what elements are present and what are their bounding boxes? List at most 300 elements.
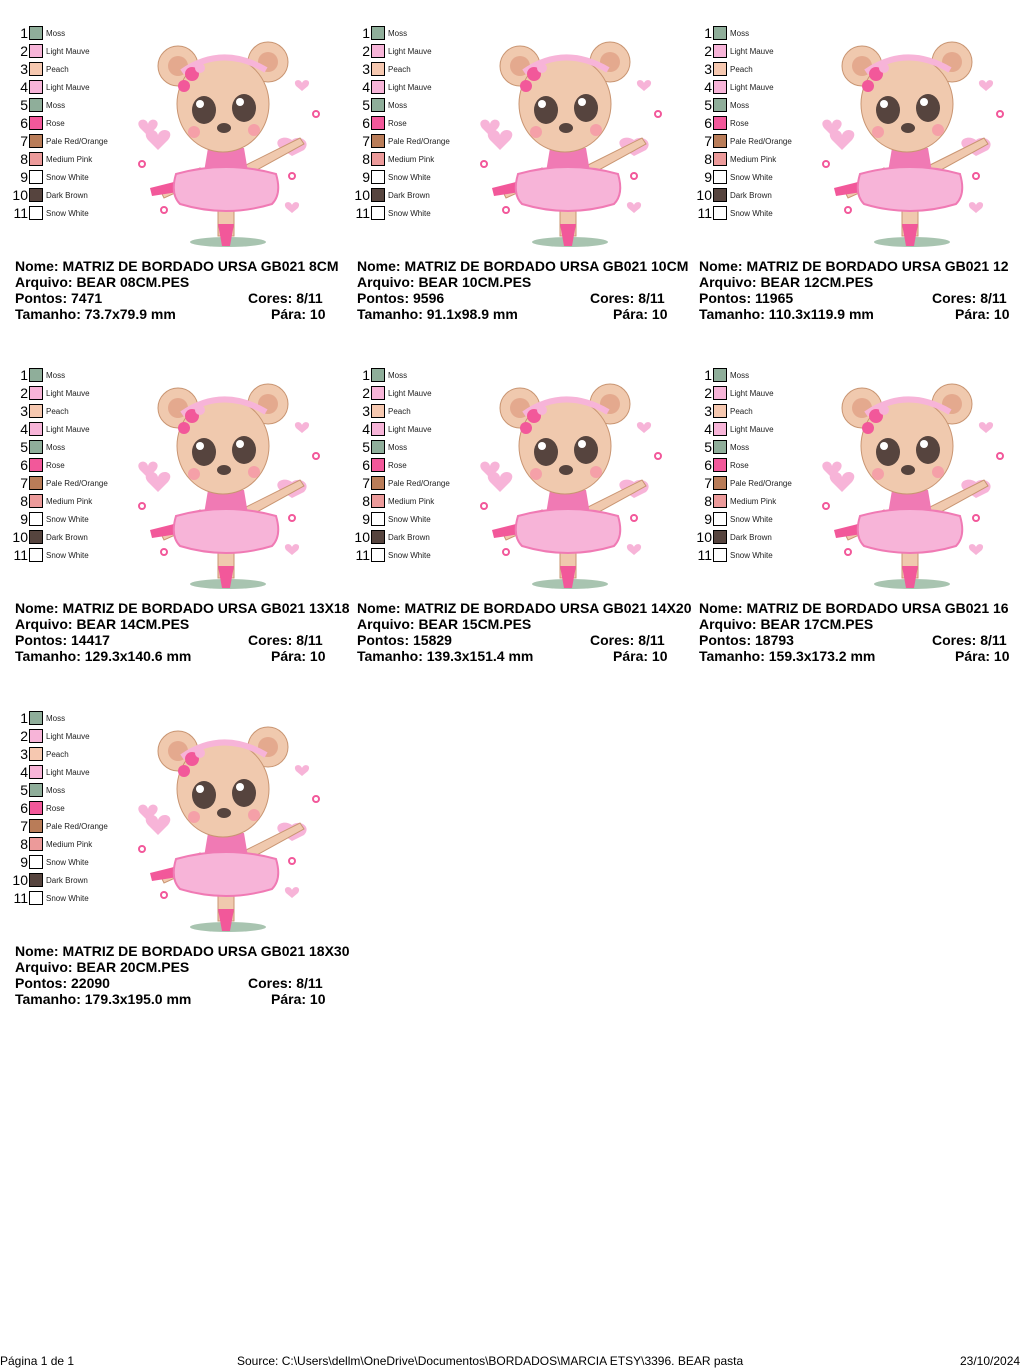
- color-swatch: [29, 152, 43, 166]
- color-number: 1: [362, 367, 370, 383]
- palette-row: [352, 60, 411, 78]
- color-number: 10: [12, 187, 28, 203]
- color-swatch: [29, 62, 43, 76]
- palette-row: [352, 168, 431, 186]
- color-number: 3: [20, 61, 28, 77]
- color-swatch: [29, 422, 43, 436]
- color-number: 6: [20, 800, 28, 816]
- color-swatch: [29, 26, 43, 40]
- color-name: Snow White: [388, 172, 431, 182]
- color-name: Moss: [730, 442, 750, 452]
- bear-ballerina-image: [462, 28, 672, 250]
- color-name: Peach: [46, 749, 69, 759]
- color-number: 10: [354, 529, 370, 545]
- color-swatch: [713, 476, 727, 490]
- color-name: Snow White: [46, 550, 89, 560]
- palette-row: [352, 402, 411, 420]
- color-swatch: [29, 188, 43, 202]
- stitch-count: Pontos: 18793: [699, 632, 794, 648]
- color-name: Moss: [46, 370, 66, 380]
- color-number: 6: [704, 457, 712, 473]
- palette-row: [352, 24, 407, 42]
- color-swatch: [29, 801, 43, 815]
- color-count: Cores: 8/11: [248, 290, 323, 306]
- color-name: Medium Pink: [46, 839, 93, 849]
- color-number: 11: [355, 547, 370, 563]
- color-swatch: [713, 152, 727, 166]
- color-name: Snow White: [388, 550, 431, 560]
- design-preview: [804, 370, 1014, 592]
- color-swatch: [713, 422, 727, 436]
- color-swatch: [29, 404, 43, 418]
- color-name: Pale Red/Orange: [46, 136, 108, 146]
- color-name: Moss: [46, 785, 66, 795]
- color-number: 8: [704, 151, 712, 167]
- color-swatch: [713, 404, 727, 418]
- color-name: Pale Red/Orange: [730, 136, 792, 146]
- color-name: Medium Pink: [730, 496, 777, 506]
- design-name: Nome: MATRIZ DE BORDADO URSA GB021 14X20: [357, 600, 692, 616]
- design-file: Arquivo: BEAR 15CM.PES: [357, 616, 532, 632]
- color-name: Dark Brown: [730, 190, 772, 200]
- color-name: Light Mauve: [388, 82, 432, 92]
- color-swatch: [29, 170, 43, 184]
- color-swatch: [371, 404, 385, 418]
- color-number: 10: [12, 872, 28, 888]
- color-swatch: [29, 855, 43, 869]
- color-name: Light Mauve: [730, 46, 774, 56]
- color-name: Moss: [388, 370, 408, 380]
- color-name: Peach: [388, 406, 411, 416]
- color-name: Light Mauve: [388, 424, 432, 434]
- palette-row: [352, 474, 450, 492]
- color-name: Medium Pink: [46, 154, 93, 164]
- color-swatch: [371, 512, 385, 526]
- palette-row: [10, 781, 65, 799]
- design-info: [15, 600, 350, 664]
- color-swatch: [29, 206, 43, 220]
- color-number: 5: [20, 439, 28, 455]
- color-number: 2: [20, 728, 28, 744]
- color-swatch: [371, 98, 385, 112]
- color-number: 9: [20, 854, 28, 870]
- color-number: 3: [362, 403, 370, 419]
- color-number: 10: [354, 187, 370, 203]
- color-number: 9: [704, 511, 712, 527]
- color-swatch: [713, 206, 727, 220]
- color-name: Snow White: [46, 172, 89, 182]
- color-name: Medium Pink: [388, 496, 435, 506]
- design-name: Nome: MATRIZ DE BORDADO URSA GB021 18X30: [15, 943, 350, 959]
- palette-row: [352, 114, 407, 132]
- stop-count: Pára: 10: [271, 991, 326, 1007]
- palette-row: [10, 510, 89, 528]
- design-size: Tamanho: 179.3x195.0 mm: [15, 991, 192, 1007]
- palette-row: [10, 546, 89, 564]
- color-swatch: [371, 44, 385, 58]
- color-swatch: [713, 134, 727, 148]
- design-card: [10, 368, 352, 698]
- color-swatch: [29, 80, 43, 94]
- palette-row: [10, 474, 108, 492]
- color-name: Medium Pink: [46, 496, 93, 506]
- color-number: 6: [362, 115, 370, 131]
- palette-row: [694, 114, 749, 132]
- color-name: Rose: [46, 460, 65, 470]
- design-card: [694, 368, 1024, 698]
- palette-row: [694, 492, 776, 510]
- color-swatch: [713, 368, 727, 382]
- page-number: Página 1 de 1: [0, 1354, 75, 1368]
- color-name: Light Mauve: [730, 388, 774, 398]
- color-number: 7: [20, 818, 28, 834]
- color-number: 1: [20, 25, 28, 41]
- design-preview: [120, 370, 330, 592]
- color-swatch: [371, 458, 385, 472]
- color-swatch: [29, 765, 43, 779]
- color-number: 8: [362, 493, 370, 509]
- design-card: [10, 711, 352, 1041]
- design-size: Tamanho: 139.3x151.4 mm: [357, 648, 534, 664]
- color-name: Moss: [46, 713, 66, 723]
- color-name: Light Mauve: [730, 424, 774, 434]
- palette-row: [694, 204, 773, 222]
- color-swatch: [713, 530, 727, 544]
- color-number: 2: [362, 43, 370, 59]
- color-number: 7: [704, 475, 712, 491]
- palette-row: [694, 96, 749, 114]
- color-number: 8: [362, 151, 370, 167]
- color-number: 1: [20, 367, 28, 383]
- color-swatch: [29, 548, 43, 562]
- color-number: 9: [362, 511, 370, 527]
- palette-row: [352, 366, 407, 384]
- design-name: Nome: MATRIZ DE BORDADO URSA GB021 8CM: [15, 258, 339, 274]
- color-count: Cores: 8/11: [590, 290, 665, 306]
- color-number: 4: [20, 764, 28, 780]
- color-number: 2: [704, 385, 712, 401]
- color-swatch: [29, 729, 43, 743]
- color-count: Cores: 8/11: [932, 290, 1007, 306]
- color-number: 6: [704, 115, 712, 131]
- color-number: 7: [704, 133, 712, 149]
- color-number: 8: [20, 493, 28, 509]
- bear-ballerina-image: [120, 28, 330, 250]
- color-swatch: [371, 134, 385, 148]
- color-name: Peach: [388, 64, 411, 74]
- color-number: 7: [20, 475, 28, 491]
- palette-row: [694, 384, 774, 402]
- design-file: Arquivo: BEAR 08CM.PES: [15, 274, 190, 290]
- color-name: Light Mauve: [388, 46, 432, 56]
- color-swatch: [371, 26, 385, 40]
- color-number: 3: [704, 403, 712, 419]
- color-name: Snow White: [730, 514, 773, 524]
- design-info: [699, 600, 1009, 664]
- color-number: 5: [20, 97, 28, 113]
- color-name: Light Mauve: [46, 767, 90, 777]
- color-number: 4: [20, 79, 28, 95]
- palette-row: [10, 709, 65, 727]
- color-number: 1: [362, 25, 370, 41]
- color-name: Light Mauve: [46, 82, 90, 92]
- color-name: Rose: [46, 118, 65, 128]
- color-number: 11: [697, 547, 712, 563]
- color-name: Pale Red/Orange: [730, 478, 792, 488]
- bear-ballerina-image: [804, 370, 1014, 592]
- color-swatch: [29, 819, 43, 833]
- palette-row: [10, 853, 89, 871]
- color-number: 7: [362, 133, 370, 149]
- design-preview: [120, 28, 330, 250]
- palette-row: [694, 24, 749, 42]
- palette-row: [10, 438, 65, 456]
- design-name: Nome: MATRIZ DE BORDADO URSA GB021 13X18: [15, 600, 350, 616]
- color-number: 7: [20, 133, 28, 149]
- color-name: Rose: [46, 803, 65, 813]
- color-number: 9: [362, 169, 370, 185]
- stop-count: Pára: 10: [613, 306, 668, 322]
- stitch-count: Pontos: 15829: [357, 632, 452, 648]
- color-name: Peach: [730, 406, 753, 416]
- palette-row: [10, 402, 69, 420]
- design-card: [352, 368, 694, 698]
- color-swatch: [29, 837, 43, 851]
- palette-row: [10, 420, 90, 438]
- color-name: Peach: [730, 64, 753, 74]
- color-number: 11: [13, 205, 28, 221]
- palette-row: [694, 42, 774, 60]
- color-number: 4: [20, 421, 28, 437]
- color-swatch: [29, 44, 43, 58]
- color-swatch: [713, 548, 727, 562]
- color-name: Dark Brown: [388, 190, 430, 200]
- palette-row: [10, 456, 65, 474]
- color-swatch: [713, 62, 727, 76]
- color-swatch: [713, 26, 727, 40]
- palette-row: [10, 384, 90, 402]
- palette-row: [352, 384, 432, 402]
- palette-row: [10, 763, 90, 781]
- color-number: 6: [362, 457, 370, 473]
- color-name: Dark Brown: [46, 532, 88, 542]
- color-swatch: [29, 873, 43, 887]
- color-name: Snow White: [730, 172, 773, 182]
- color-swatch: [29, 116, 43, 130]
- palette-row: [352, 420, 432, 438]
- color-number: 11: [13, 547, 28, 563]
- palette-row: [10, 204, 89, 222]
- color-swatch: [371, 188, 385, 202]
- color-swatch: [713, 188, 727, 202]
- color-name: Peach: [46, 406, 69, 416]
- color-name: Moss: [46, 442, 66, 452]
- palette-row: [694, 456, 749, 474]
- color-number: 1: [20, 710, 28, 726]
- color-swatch: [371, 80, 385, 94]
- color-number: 9: [20, 169, 28, 185]
- color-swatch: [371, 530, 385, 544]
- palette-row: [694, 132, 792, 150]
- color-name: Snow White: [46, 208, 89, 218]
- design-name: Nome: MATRIZ DE BORDADO URSA GB021 10CM: [357, 258, 689, 274]
- color-swatch: [713, 494, 727, 508]
- color-name: Rose: [388, 118, 407, 128]
- color-name: Pale Red/Orange: [46, 821, 108, 831]
- color-number: 5: [704, 439, 712, 455]
- color-swatch: [713, 458, 727, 472]
- stitch-count: Pontos: 7471: [15, 290, 103, 306]
- design-info: [15, 258, 339, 322]
- palette-row: [694, 474, 792, 492]
- palette-row: [694, 438, 749, 456]
- color-swatch: [29, 711, 43, 725]
- palette-row: [352, 546, 431, 564]
- design-name: Nome: MATRIZ DE BORDADO URSA GB021 16: [699, 600, 1009, 616]
- stitch-count: Pontos: 9596: [357, 290, 445, 306]
- palette-row: [352, 78, 432, 96]
- color-swatch: [713, 386, 727, 400]
- color-name: Light Mauve: [388, 388, 432, 398]
- color-swatch: [371, 206, 385, 220]
- color-swatch: [371, 386, 385, 400]
- palette-row: [694, 186, 772, 204]
- color-swatch: [29, 368, 43, 382]
- color-name: Light Mauve: [46, 731, 90, 741]
- color-name: Moss: [388, 100, 408, 110]
- design-file: Arquivo: BEAR 20CM.PES: [15, 959, 190, 975]
- color-number: 2: [362, 385, 370, 401]
- color-number: 1: [704, 25, 712, 41]
- design-preview: [120, 713, 330, 935]
- color-swatch: [371, 476, 385, 490]
- palette-row: [694, 366, 749, 384]
- color-name: Pale Red/Orange: [388, 136, 450, 146]
- design-preview: [462, 28, 672, 250]
- color-swatch: [713, 116, 727, 130]
- color-name: Snow White: [388, 514, 431, 524]
- palette-row: [10, 114, 65, 132]
- color-name: Snow White: [46, 857, 89, 867]
- color-name: Pale Red/Orange: [388, 478, 450, 488]
- palette-row: [10, 889, 89, 907]
- color-number: 3: [20, 746, 28, 762]
- color-count: Cores: 8/11: [248, 975, 323, 991]
- color-swatch: [371, 170, 385, 184]
- design-preview: [804, 28, 1014, 250]
- palette-row: [352, 438, 407, 456]
- print-date: 23/10/2024: [960, 1354, 1021, 1368]
- color-swatch: [29, 440, 43, 454]
- color-number: 10: [12, 529, 28, 545]
- color-number: 2: [20, 43, 28, 59]
- color-number: 2: [20, 385, 28, 401]
- color-number: 4: [362, 421, 370, 437]
- color-number: 3: [362, 61, 370, 77]
- design-name: Nome: MATRIZ DE BORDADO URSA GB021 12: [699, 258, 1009, 274]
- color-name: Dark Brown: [46, 190, 88, 200]
- design-file: Arquivo: BEAR 14CM.PES: [15, 616, 190, 632]
- palette-row: [10, 528, 88, 546]
- color-number: 10: [696, 187, 712, 203]
- stitch-count: Pontos: 14417: [15, 632, 110, 648]
- design-info: [15, 943, 350, 1007]
- design-file: Arquivo: BEAR 17CM.PES: [699, 616, 874, 632]
- color-number: 10: [696, 529, 712, 545]
- color-number: 5: [362, 439, 370, 455]
- color-name: Dark Brown: [388, 532, 430, 542]
- color-number: 5: [20, 782, 28, 798]
- color-name: Light Mauve: [730, 82, 774, 92]
- palette-row: [694, 60, 753, 78]
- color-number: 8: [20, 151, 28, 167]
- color-swatch: [29, 512, 43, 526]
- palette-row: [694, 78, 774, 96]
- color-name: Light Mauve: [46, 424, 90, 434]
- color-name: Snow White: [388, 208, 431, 218]
- color-number: 8: [20, 836, 28, 852]
- palette-row: [352, 132, 450, 150]
- palette-row: [10, 799, 65, 817]
- design-info: [357, 258, 688, 322]
- color-number: 8: [704, 493, 712, 509]
- design-card: [10, 26, 352, 356]
- design-size: Tamanho: 129.3x140.6 mm: [15, 648, 192, 664]
- source-path: Source: C:\Users\dellm\OneDrive\Documentos\BORDADOS\MARCIA ETSY\3396. BEAR pasta: [237, 1354, 744, 1368]
- color-swatch: [371, 152, 385, 166]
- color-name: Medium Pink: [730, 154, 777, 164]
- color-number: 7: [362, 475, 370, 491]
- color-swatch: [29, 476, 43, 490]
- color-swatch: [29, 458, 43, 472]
- color-number: 1: [704, 367, 712, 383]
- color-swatch: [713, 98, 727, 112]
- palette-row: [694, 150, 776, 168]
- color-name: Medium Pink: [388, 154, 435, 164]
- bear-ballerina-image: [462, 370, 672, 592]
- design-file: Arquivo: BEAR 12CM.PES: [699, 274, 874, 290]
- palette-row: [352, 186, 430, 204]
- color-count: Cores: 8/11: [248, 632, 323, 648]
- design-card: [352, 26, 694, 356]
- color-number: 9: [704, 169, 712, 185]
- color-name: Snow White: [730, 550, 773, 560]
- stop-count: Pára: 10: [271, 306, 326, 322]
- palette-row: [352, 456, 407, 474]
- color-swatch: [29, 386, 43, 400]
- color-number: 11: [355, 205, 370, 221]
- color-name: Moss: [730, 28, 750, 38]
- design-info: [357, 600, 692, 664]
- color-name: Rose: [388, 460, 407, 470]
- color-swatch: [29, 494, 43, 508]
- color-name: Pale Red/Orange: [46, 478, 108, 488]
- palette-row: [10, 745, 69, 763]
- palette-row: [694, 420, 774, 438]
- stop-count: Pára: 10: [955, 306, 1010, 322]
- palette-row: [694, 168, 773, 186]
- bear-ballerina-image: [804, 28, 1014, 250]
- palette-row: [10, 871, 88, 889]
- palette-row: [694, 510, 773, 528]
- stop-count: Pára: 10: [613, 648, 668, 664]
- color-swatch: [371, 548, 385, 562]
- color-name: Moss: [388, 28, 408, 38]
- color-number: 4: [704, 421, 712, 437]
- color-swatch: [29, 98, 43, 112]
- palette-row: [352, 528, 430, 546]
- palette-row: [352, 42, 432, 60]
